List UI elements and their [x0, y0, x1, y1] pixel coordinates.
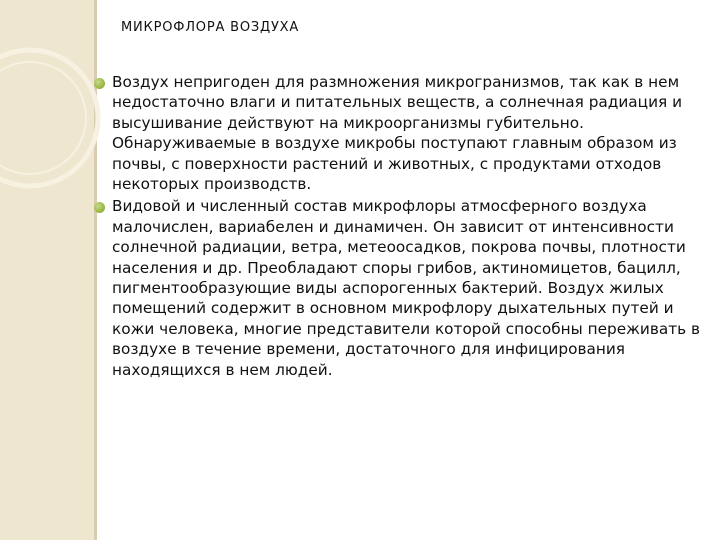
bullet-list: [92, 72, 714, 380]
slide-title: МИКРОФЛОРА ВОЗДУХА: [121, 20, 300, 35]
bullet-text: Видовой и численный состав микрофлоры атмосферного воздуха малочислен, вариабелен и динамичен. Он зависит от интенсивности солнечной радиации, ветра, метеоосадков, покрова почвы, плотности населения и др. Преобладают споры грибов, актиномицетов, бацилл, пигментообразующие виды аспорогенных бактерий. Воздух жилых помещений содержит в основном микрофлору дыхательных путей и кожи человека, многие представители которой способны переживать в воздухе в течение времени, достаточного для инфицирования находящихся в нем людей.: [112, 197, 701, 379]
left-decorative-panel: [0, 0, 97, 540]
bullet-item: [92, 72, 714, 194]
bullet-dot-icon: [94, 78, 105, 89]
bullet-text: Воздух непригоден для размножения микрогранизмов, так как в нем недостаточно влаги и питательных веществ, а солнечная радиация и высушивание действуют на микроорганизмы губительно. Обнаруживаемые в воздухе микробы поступают главным образом из почвы, с поверхности растений и животных, с продуктами отходов некоторых производств.: [112, 73, 683, 194]
bullet-dot-icon: [94, 202, 105, 213]
bullet-item: [92, 196, 714, 380]
